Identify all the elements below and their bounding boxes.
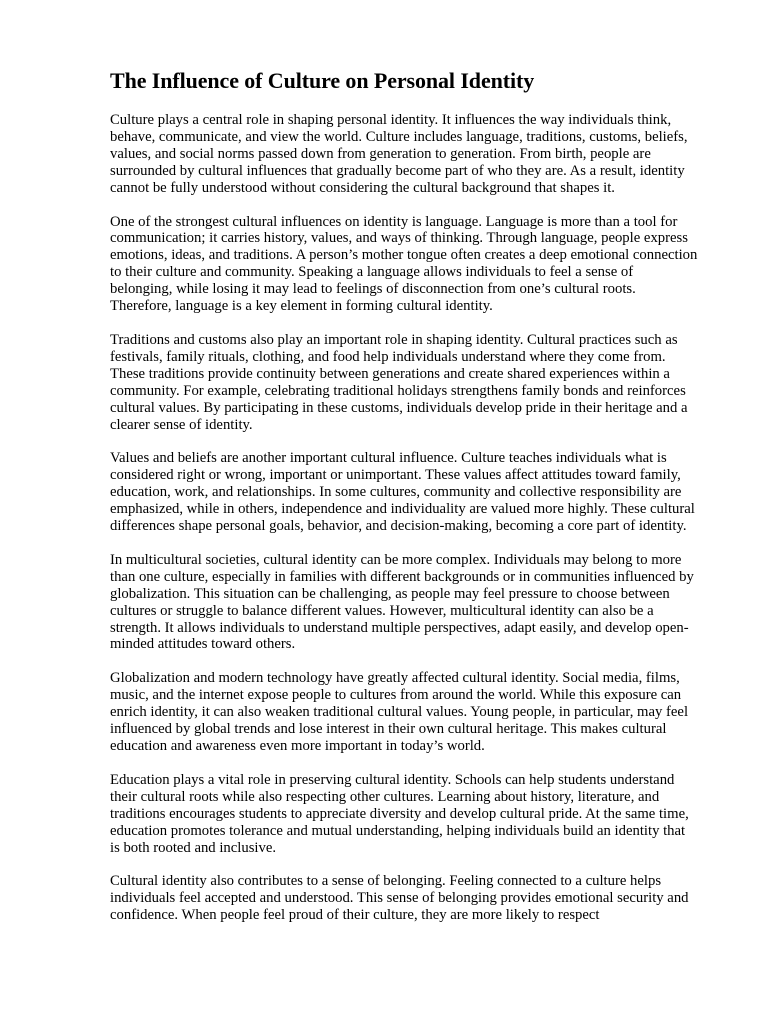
paragraph-3: Traditions and customs also play an important role in shaping identity. Cultural practices such as festivals, family rituals, clothing, and food help individuals understand where they come from. These traditions provide continuity between generations and create shared experiences within a community. For example, celebrating traditional holidays strengthens family bonds and reinforces cultural values. By participating in these customs, individuals develop pride in their heritage and a clearer sense of identity. (110, 331, 688, 433)
paragraph-6: Globalization and modern technology have greatly affected cultural identity. Social media, films, music, and the internet expose people to cultures from around the world. While this exposure can enrich identity, it can also weaken traditional cultural values. Young people, in particular, may feel influenced by global trends and lose interest in their own cultural heritage. This makes cultural education and awareness even more important in today’s world. (110, 670, 689, 754)
document-body (110, 66, 698, 941)
paragraph-8: Cultural identity also contributes to a sense of belonging. Feeling connected to a culture helps individuals feel accepted and understood. This sense of belonging provides emotional security and confidence. When people feel proud of their culture, they are more likely to respect (110, 873, 689, 924)
paragraph-1: Culture plays a central role in shaping personal identity. It influences the way individuals think, behave, communicate, and view the world. Culture includes language, traditions, customs, beliefs, values, and social norms passed down from generation to generation. From birth, people are surrounded by cultural influences that gradually become part of who they are. As a result, identity cannot be fully understood without considering the cultural background that shapes it. (110, 112, 688, 196)
paragraph-4: Values and beliefs are another important cultural influence. Culture teaches individuals what is considered right or wrong, important or unimportant. These values affect attitudes toward family, education, work, and relationships. In some cultures, community and collective responsibility are emphasized, while in others, independence and individuality are valued more highly. These cultural differences shape personal goals, behavior, and decision-making, becoming a core part of identity. (110, 450, 695, 535)
paragraph-2: One of the strongest cultural influences on identity is language. Language is more than a tool for communication; it carries history, values, and ways of thinking. Through language, people express emotions, ideas, and traditions. A person’s mother tongue often creates a deep emotional connection to their culture and community. Speaking a language allows individuals to feel a sense of belonging, while losing it may lead to feelings of disconnection from one’s cultural roots. Therefore, language is a key element in forming cultural identity. (110, 213, 698, 315)
paragraph-5: In multicultural societies, cultural identity can be more complex. Individuals may belong to more than one culture, especially in families with different backgrounds or in communities influenced by globalization. This situation can be challenging, as people may feel pressure to choose between cultures or struggle to balance different values. However, multicultural identity can also be a strength. It allows individuals to understand multiple perspectives, adapt easily, and develop open-minded attitudes toward others. (110, 551, 694, 653)
document-title: The Influence of Culture on Personal Identity (110, 68, 535, 93)
paragraph-7: Education plays a vital role in preserving cultural identity. Schools can help students understand their cultural roots while also respecting other cultures. Learning about history, literature, and traditions encourages students to appreciate diversity and develop cultural pride. At the same time, education promotes tolerance and mutual understanding, helping individuals build an identity that is both rooted and inclusive. (110, 771, 689, 856)
